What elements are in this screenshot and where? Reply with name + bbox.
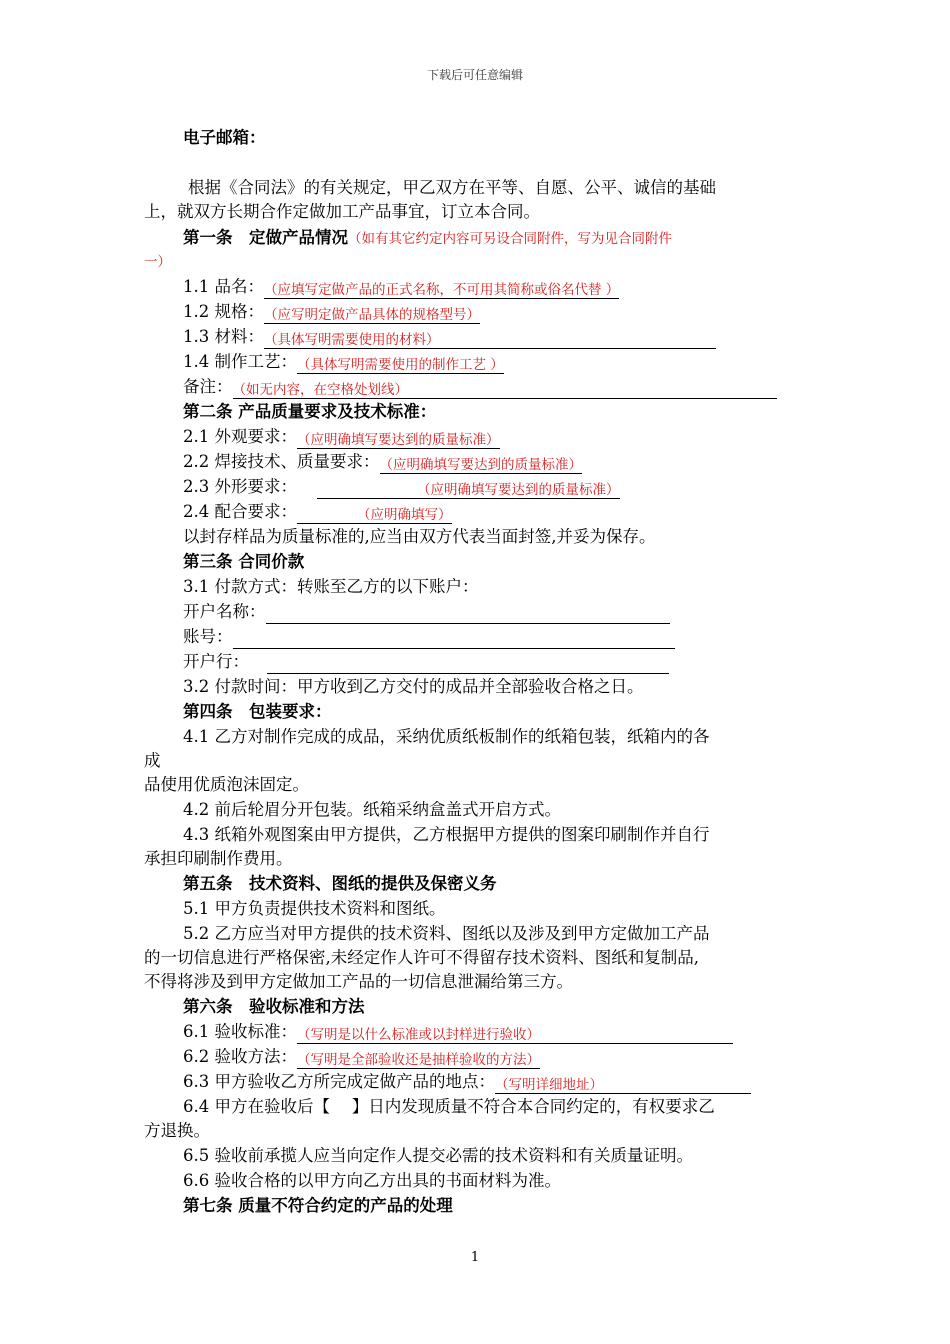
item-6-4-line-2: 方退换。	[144, 1121, 210, 1140]
item-5-2-line-3: 不得将涉及到甲方定做加工产品的一切信息泄漏给第三方。	[144, 972, 573, 991]
item-1-3-label: 1.3 材料：	[183, 327, 264, 346]
bank-label: 开户行：	[183, 652, 249, 671]
item-4-1-line-2: 成	[144, 751, 161, 770]
item-6-2-field[interactable]: （写明是全部验收还是抽样验收的方法）	[297, 1048, 540, 1069]
item-2-4-label: 2.4 配合要求：	[183, 502, 297, 521]
item-2-2-field[interactable]: （应明确填写要达到的质量标准）	[380, 453, 583, 474]
account-name-label: 开户名称：	[183, 602, 266, 621]
item-2-4	[183, 500, 452, 524]
item-1-2-label: 1.2 规格：	[183, 302, 264, 321]
article-1-note: （如有其它约定内容可另设合同附件，写为见合同附件	[348, 231, 672, 247]
intro-line-1: 根据《合同法》的有关规定，甲乙双方在平等、自愿、公平、诚信的基础	[188, 178, 716, 197]
item-3-1: 3.1 付款方式：转账至乙方的以下账户：	[183, 577, 479, 596]
item-1-4-label: 1.4 制作工艺：	[183, 352, 297, 371]
item-2-2-label: 2.2 焊接技术、质量要求：	[183, 452, 380, 471]
account-number-field[interactable]	[233, 628, 675, 649]
item-1-1-label: 1.1 品名：	[183, 277, 264, 296]
article-4-title: 第四条 包装要求：	[183, 702, 332, 721]
item-1-4	[183, 350, 504, 374]
item-4-1-line-3: 品使用优质泡沫固定。	[144, 775, 309, 794]
article-6-title: 第六条 验收标准和方法	[183, 997, 365, 1016]
item-4-3-line-1: 4.3 纸箱外观图案由甲方提供，乙方根据甲方提供的图案印刷制作并自行	[183, 825, 710, 844]
item-2-3	[183, 475, 620, 499]
account-name	[183, 600, 670, 624]
account-number	[183, 625, 675, 649]
item-6-5: 6.5 验收前承揽人应当向定作人提交必需的技术资料和有关质量证明。	[183, 1146, 693, 1165]
item-2-3-label: 2.3 外形要求：	[183, 477, 297, 496]
remark	[183, 375, 777, 399]
item-6-1	[183, 1020, 733, 1044]
article-2-title: 第二条 产品质量要求及技术标准：	[183, 402, 437, 421]
item-5-2-line-1: 5.2 乙方应当对甲方提供的技术资料、图纸以及涉及到甲方定做加工产品	[183, 924, 710, 943]
item-6-1-field[interactable]: （写明是以什么标准或以封样进行验收）	[297, 1023, 733, 1044]
article-5-title: 第五条 技术资料、图纸的提供及保密义务	[183, 874, 497, 893]
item-2-4-field[interactable]: （应明确填写）	[297, 503, 452, 524]
item-1-2	[183, 300, 480, 324]
item-4-1-line-1: 4.1 乙方对制作完成的成品，采纳优质纸板制作的纸箱包装，纸箱内的各	[183, 727, 710, 746]
item-1-3-field[interactable]: （具体写明需要使用的材料）	[264, 328, 716, 349]
item-6-3-label: 6.3 甲方验收乙方所完成定做产品的地点：	[183, 1072, 495, 1091]
remark-label: 备注：	[183, 377, 233, 396]
item-5-2-line-2: 的一切信息进行严格保密,未经定作人许可不得留存技术资料、图纸和复制品,	[144, 948, 699, 967]
item-2-1	[183, 425, 500, 449]
email-label: 电子邮箱：	[183, 128, 266, 147]
item-6-2	[183, 1045, 540, 1069]
item-6-2-label: 6.2 验收方法：	[183, 1047, 297, 1066]
item-1-2-field[interactable]: （应写明定做产品具体的规格型号）	[264, 303, 480, 324]
item-3-2: 3.2 付款时间：甲方收到乙方交付的成品并全部验收合格之日。	[183, 677, 644, 696]
item-4-3-line-2: 承担印刷制作费用。	[144, 849, 293, 868]
remark-field[interactable]: （如无内容，在空格处划线）	[233, 378, 777, 399]
item-6-4-line-1: 6.4 甲方在验收后【 】日内发现质量不符合本合同约定的，有权要求乙	[183, 1097, 715, 1116]
item-2-1-label: 2.1 外观要求：	[183, 427, 297, 446]
article-7-title: 第七条 质量不符合约定的产品的处理	[183, 1196, 453, 1215]
article-1-title: 第一条 定做产品情况	[183, 228, 348, 247]
sample-standard-text: 以封存样品为质量标准的,应当由双方代表当面封签,并妥为保存。	[183, 527, 656, 546]
account-number-label: 账号：	[183, 627, 233, 646]
account-name-field[interactable]	[266, 603, 670, 624]
item-6-3	[183, 1070, 751, 1094]
item-2-1-field[interactable]: （应明确填写要达到的质量标准）	[297, 428, 500, 449]
bank-field[interactable]	[267, 653, 669, 674]
page-header: 下载后可任意编辑	[426, 68, 523, 82]
item-6-6: 6.6 验收合格的以甲方向乙方出具的书面材料为准。	[183, 1171, 561, 1190]
article-1-heading	[183, 226, 672, 251]
item-1-4-field[interactable]: （具体写明需要使用的制作工艺 ）	[297, 353, 504, 374]
page-number: 1	[470, 1250, 480, 1265]
item-4-2: 4.2 前后轮眉分开包装。纸箱采纳盒盖式开启方式。	[183, 800, 561, 819]
intro-line-2: 上，就双方长期合作定做加工产品事宜，订立本合同。	[144, 202, 540, 221]
item-5-1: 5.1 甲方负责提供技术资料和图纸。	[183, 899, 446, 918]
bank	[183, 650, 669, 674]
item-6-1-label: 6.1 验收标准：	[183, 1022, 297, 1041]
article-1-note-cont: 一）	[144, 254, 171, 270]
item-1-1-field[interactable]: （应填写定做产品的正式名称，不可用其简称或俗名代替 ）	[264, 278, 619, 299]
item-1-1	[183, 275, 619, 299]
item-2-2	[183, 450, 582, 474]
article-3-title: 第三条 合同价款	[183, 552, 305, 571]
item-1-3	[183, 325, 716, 349]
item-6-3-field[interactable]: （写明详细地址）	[495, 1073, 751, 1094]
item-2-3-field[interactable]: （应明确填写要达到的质量标准）	[317, 478, 620, 499]
